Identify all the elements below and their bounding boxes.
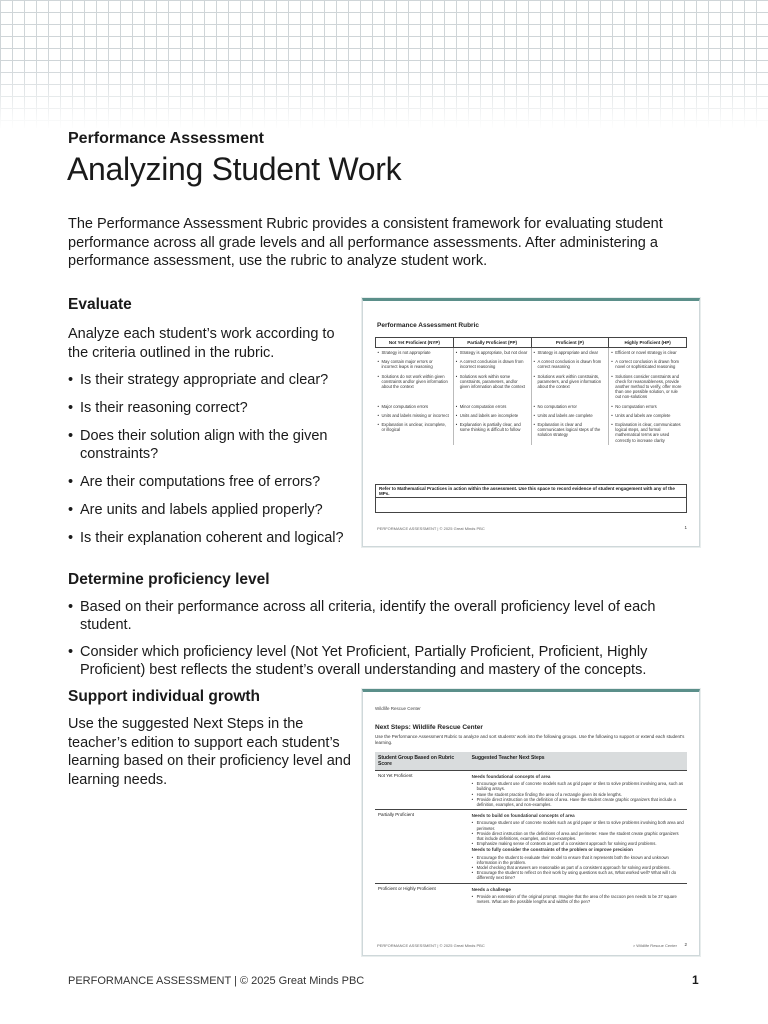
- intro-paragraph: The Performance Assessment Rubric provides a consistent framework for evaluating student performance across all grade levels and all performance assessments. After administering a performance assessment, use the rubric to analyze student work.: [68, 216, 663, 269]
- rubric-col-nyp: Not Yet Proficient (NYP): [376, 338, 454, 348]
- bullet-marker: •: [611, 403, 613, 409]
- rubric-title: Performance Assessment Rubric: [377, 322, 479, 329]
- rubric-row: [376, 372, 687, 402]
- bullet-marker: •: [377, 359, 379, 365]
- bullet-marker: •: [611, 412, 613, 418]
- rubric-col-p: Proficient (P): [531, 338, 609, 348]
- table-row: [375, 810, 687, 883]
- col-student-group: Student Group Based on Rubric Score: [375, 752, 469, 771]
- rubric-cell: • Solutions do not work within given constraints and/or given information about the context: [376, 372, 454, 402]
- bullet-marker: •: [611, 422, 613, 428]
- rubric-cell: • May contain major errors or incorrect leaps in reasoning: [376, 357, 454, 371]
- bullet-marker: •: [455, 359, 458, 365]
- next-steps-cell: [469, 883, 687, 906]
- rubric-row: [376, 357, 687, 371]
- list-item: • Encourage the student to reflect on their work by using questions such as, What worked well? What will I do differently next time?: [472, 870, 684, 880]
- rubric-table: [375, 337, 687, 445]
- next-steps-cell: [469, 810, 687, 883]
- thumb-footer-right: > Wildlife Rescue Center: [632, 943, 677, 948]
- list-item: • Is their explanation coherent and logical?: [68, 529, 358, 547]
- bullet-marker: •: [533, 359, 535, 365]
- page-footer: PERFORMANCE ASSESSMENT | © 2025 Great Minds PBC: [68, 975, 365, 987]
- list-item: • Provide direct instruction on the definitions of area and perimeter. Have the student create graphic organizers that include definitions, examples, and non-examples.: [472, 831, 684, 841]
- rubric-row: [376, 420, 687, 445]
- student-group-cell: Partially Proficient: [375, 810, 469, 883]
- rubric-thumbnail: [362, 298, 700, 547]
- bullet-marker: •: [377, 412, 379, 418]
- page-kicker: Performance Assessment: [68, 130, 264, 147]
- thumb-footer: PERFORMANCE ASSESSMENT | © 2025 Great Minds PBC: [377, 526, 485, 531]
- rubric-row: [376, 411, 687, 420]
- list-item: • Have the student practice finding the area of a rectangle given its side lengths.: [472, 792, 684, 797]
- list-item: • Based on their performance across all criteria, identify the overall proficiency level of each student.: [68, 598, 708, 634]
- rubric-cell: • A correct conclusion is drawn from incorrect reasoning: [453, 357, 531, 371]
- next-steps-subheading: Needs foundational concepts of area: [471, 774, 551, 779]
- bullet-marker: •: [455, 373, 458, 379]
- proficiency-heading: Determine proficiency level: [68, 571, 270, 588]
- evaluate-text: Analyze each student’s work according to the criteria outlined in the rubric.: [68, 326, 335, 361]
- next-steps-title: Next Steps: Wildlife Rescue Center: [375, 724, 483, 731]
- rubric-cell: • No computation error: [531, 402, 609, 411]
- list-item: • Consider which proficiency level (Not Yet Proficient, Partially Proficient, Proficient, Highly Proficient) best reflects the student’s overall understanding and mastery of the concepts.: [68, 643, 708, 679]
- rubric-cell: • Explanation is clear, communicates logical steps, and formal mathematical terms are used correctly to increase clarity: [611, 422, 681, 443]
- bullet-marker: •: [377, 350, 379, 355]
- thumb-page-number: 1: [684, 525, 687, 530]
- next-steps-thumbnail: [362, 689, 700, 956]
- bullet-marker: •: [455, 403, 458, 409]
- bullet-marker: •: [377, 403, 379, 409]
- list-item: • Are their computations free of errors?: [68, 473, 358, 491]
- col-next-steps: Suggested Teacher Next Steps: [469, 752, 687, 771]
- student-group-cell: Not Yet Proficient: [375, 771, 469, 810]
- rubric-cell: • Solutions work within constraints, parameters, and given information about the context: [531, 372, 609, 402]
- next-steps-table: [375, 752, 687, 906]
- rubric-col-pp: Partially Proficient (PP): [453, 338, 531, 348]
- rubric-cell: • Explanation is unclear, incomplete, or illogical: [376, 420, 454, 445]
- rubric-cell: • Units and labels missing or incorrect: [376, 411, 454, 420]
- page-title: Analyzing Student Work: [67, 151, 402, 187]
- rubric-cell: • Strategy is not appropriate: [376, 348, 454, 358]
- rubric-cell: • Solutions work within some constraints, parameters, and/or given information about the context: [453, 372, 531, 402]
- table-row: [375, 883, 687, 906]
- rubric-cell: • Strategy is appropriate, but not clear: [453, 348, 531, 358]
- bullet-marker: •: [533, 412, 535, 418]
- rubric-cell: • Units and labels are incomplete: [453, 411, 531, 420]
- next-steps-description: Use the Performance Assessment Rubric to analyze and sort students' work into the following groups. Use the following to support or extend each student's learning.: [375, 734, 685, 745]
- next-steps-cell: [469, 771, 687, 810]
- mp-notes-space: [376, 498, 686, 512]
- rubric-cell: • Minor computation errors: [453, 402, 531, 411]
- thumb-page-number: 2: [684, 942, 687, 947]
- rubric-cell: • Explanation is partially clear, and some thinking is difficult to follow: [453, 420, 531, 445]
- next-steps-subheading: Needs a challenge: [471, 886, 511, 892]
- bullet-marker: •: [455, 350, 458, 355]
- thumb-running-head: Wildlife Rescue Center: [375, 706, 421, 711]
- thumb-footer: PERFORMANCE ASSESSMENT | © 2025 Great Minds PBC: [377, 943, 485, 948]
- list-item: • Model checking that answers are reasonable as part of a consistent approach for solving word problems.: [472, 865, 684, 870]
- rubric-row: [376, 348, 687, 358]
- proficiency-list: [68, 598, 708, 679]
- rubric-cell: • A correct conclusion is drawn from correct reasoning: [531, 357, 609, 371]
- mp-notes-box: [375, 484, 687, 513]
- graph-paper-fade: [0, 64, 768, 130]
- bullet-marker: •: [533, 422, 535, 428]
- rubric-cell: • Strategy is appropriate and clear: [531, 348, 609, 358]
- list-item: • Is their strategy appropriate and clear?: [68, 371, 358, 389]
- list-item: • Does their solution align with the given constraints?: [68, 427, 358, 463]
- list-item: • Is their reasoning correct?: [68, 399, 358, 417]
- table-row: [375, 771, 687, 810]
- rubric-cell: • Units and labels are complete: [531, 411, 609, 420]
- bullet-marker: •: [611, 359, 613, 365]
- list-item: • Are units and labels applied properly?: [68, 501, 358, 519]
- evaluate-heading: Evaluate: [68, 296, 132, 313]
- rubric-row: [376, 402, 687, 411]
- next-steps-subheading: Needs to fully consider the constraints of the problem or improve precision: [471, 847, 633, 853]
- rubric-cell: • Solutions consider constraints and check for reasonableness, provide another method to verify, offer more than one possible solution, or rule out non-solutions: [611, 373, 682, 400]
- list-item: • Encourage student use of concrete models such as grid paper or tiles to solve problems involving area, such as building arrays.: [472, 781, 684, 791]
- bullet-marker: •: [611, 350, 613, 355]
- student-group-cell: Proficient or Highly Proficient: [375, 883, 469, 906]
- rubric-col-hp: Highly Proficient (HP): [609, 338, 687, 348]
- rubric-cell: • Units and labels are complete: [611, 412, 671, 418]
- rubric-cell: • Efficient or novel strategy is clear: [611, 350, 677, 355]
- bullet-marker: •: [611, 373, 613, 379]
- bullet-marker: •: [533, 350, 535, 355]
- growth-heading: Support individual growth: [68, 688, 261, 705]
- bullet-marker: •: [533, 403, 535, 409]
- list-item: • Encourage student use of concrete models such as grid paper or tiles to solve problems involving both area and perimeter.: [472, 820, 684, 830]
- bullet-marker: •: [533, 373, 535, 379]
- list-item: • Provide direct instruction on the definition of area. Have the student create graphic organizers that include a definition, examples, and non-examples.: [472, 797, 684, 807]
- bullet-marker: •: [377, 422, 379, 428]
- bullet-marker: •: [377, 373, 379, 379]
- growth-text: Use the suggested Next Steps in the teacher’s edition to support each student’s learning based on their proficiency level and learning needs.: [68, 716, 351, 788]
- bullet-marker: •: [455, 422, 458, 428]
- mp-notes-heading: Refer to Mathematical Practices in action within the assessment. Use this space to record evidence of student engagement with any of the MPs.: [376, 485, 686, 498]
- rubric-cell: • No computation errors: [611, 403, 657, 409]
- bullet-marker: •: [455, 412, 458, 418]
- list-item: • Encourage the student to evaluate their model to ensure that it represents both the known and unknown information in the problem.: [472, 855, 684, 865]
- rubric-cell: • Major computation errors: [376, 402, 454, 411]
- next-steps-subheading: Needs to build on foundational concepts of area: [471, 813, 575, 819]
- page-number: 1: [692, 973, 699, 987]
- list-item: • Emphasize making sense of contexts as part of a consistent approach for solving word problems.: [472, 841, 684, 846]
- list-item: • Provide an extension of the original prompt. Imagine that the area of the raccoon pen needs to be 37 square meters. What are the possible lengths and widths of the pen?: [472, 894, 684, 904]
- rubric-cell: • A correct conclusion is drawn from novel or sophisticated reasoning: [611, 359, 680, 370]
- evaluate-criteria-list: [68, 371, 358, 547]
- rubric-cell: • Explanation is clear and communicates logical steps of the solution strategy: [531, 420, 609, 445]
